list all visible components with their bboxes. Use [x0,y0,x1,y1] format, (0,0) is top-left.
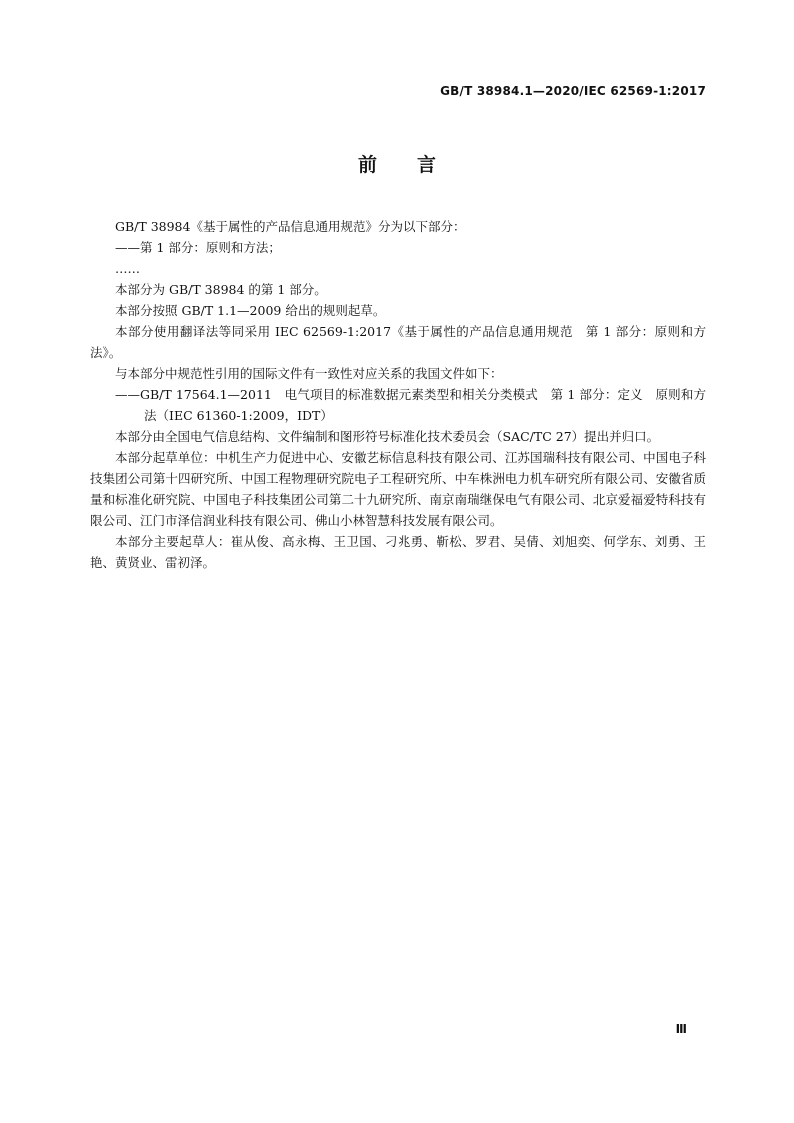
list-item-part-1: ——第 1 部分：原则和方法； [115,240,281,255]
paragraph-parts-intro: GB/T 38984《基于属性的产品信息通用规范》分为以下部分： [115,219,466,234]
page-title: 前言 [357,154,476,176]
paragraph-drafters: 本部分主要起草人：崔从俊、高永梅、王卫国、刁兆勇、靳松、罗君、吴倩、刘旭奕、何学东、刘勇、王艳、黄贤业、雷初泽。 [90,534,706,570]
paragraph-drafting-units: 本部分起草单位：中机生产力促进中心、安徽艺标信息科技有限公司、江苏国瑞科技有限公司、中国电子科技集团公司第十四研究所、中国工程物理研究院电子工程研究所、中车株洲电力机车研究所有限公司、安徽省质量和标准化研究院、中国电子科技集团公司第二十九研究所、南京南瑞继保电气有限公司、北京爱福爱特科技有限公司、江门市泽信润业科技有限公司、佛山小林智慧科技发展有限公司。 [90,450,706,528]
paragraph-committee: 本部分由全国电气信息结构、文件编制和图形符号标准化技术委员会（SAC/TC 27）提出并归口。 [115,429,660,444]
paragraph-references-intro: 与本部分中规范性引用的国际文件有一致性对应关系的我国文件如下： [115,366,503,381]
page-number: Ⅲ [675,1022,687,1036]
standard-code: GB/T 38984.1—2020/IEC 62569-1:2017 [440,84,706,98]
foreword-body [90,216,706,573]
paragraph-drafting-rules: 本部分按照 GB/T 1.1—2009 给出的规则起草。 [115,303,386,318]
paragraph-part-statement: 本部分为 GB/T 38984 的第 1 部分。 [115,282,327,297]
list-item-reference: ——GB/T 17564.1—2011 电气项目的标准数据元素类型和相关分类模式 第 1 部分：定义 原则和方法（IEC 61360-1:2009，IDT） [115,387,706,423]
list-item-ellipsis: …… [115,261,140,276]
paragraph-adoption: 本部分使用翻译法等同采用 IEC 62569-1:2017《基于属性的产品信息通用规范 第 1 部分：原则和方法》。 [90,324,706,360]
